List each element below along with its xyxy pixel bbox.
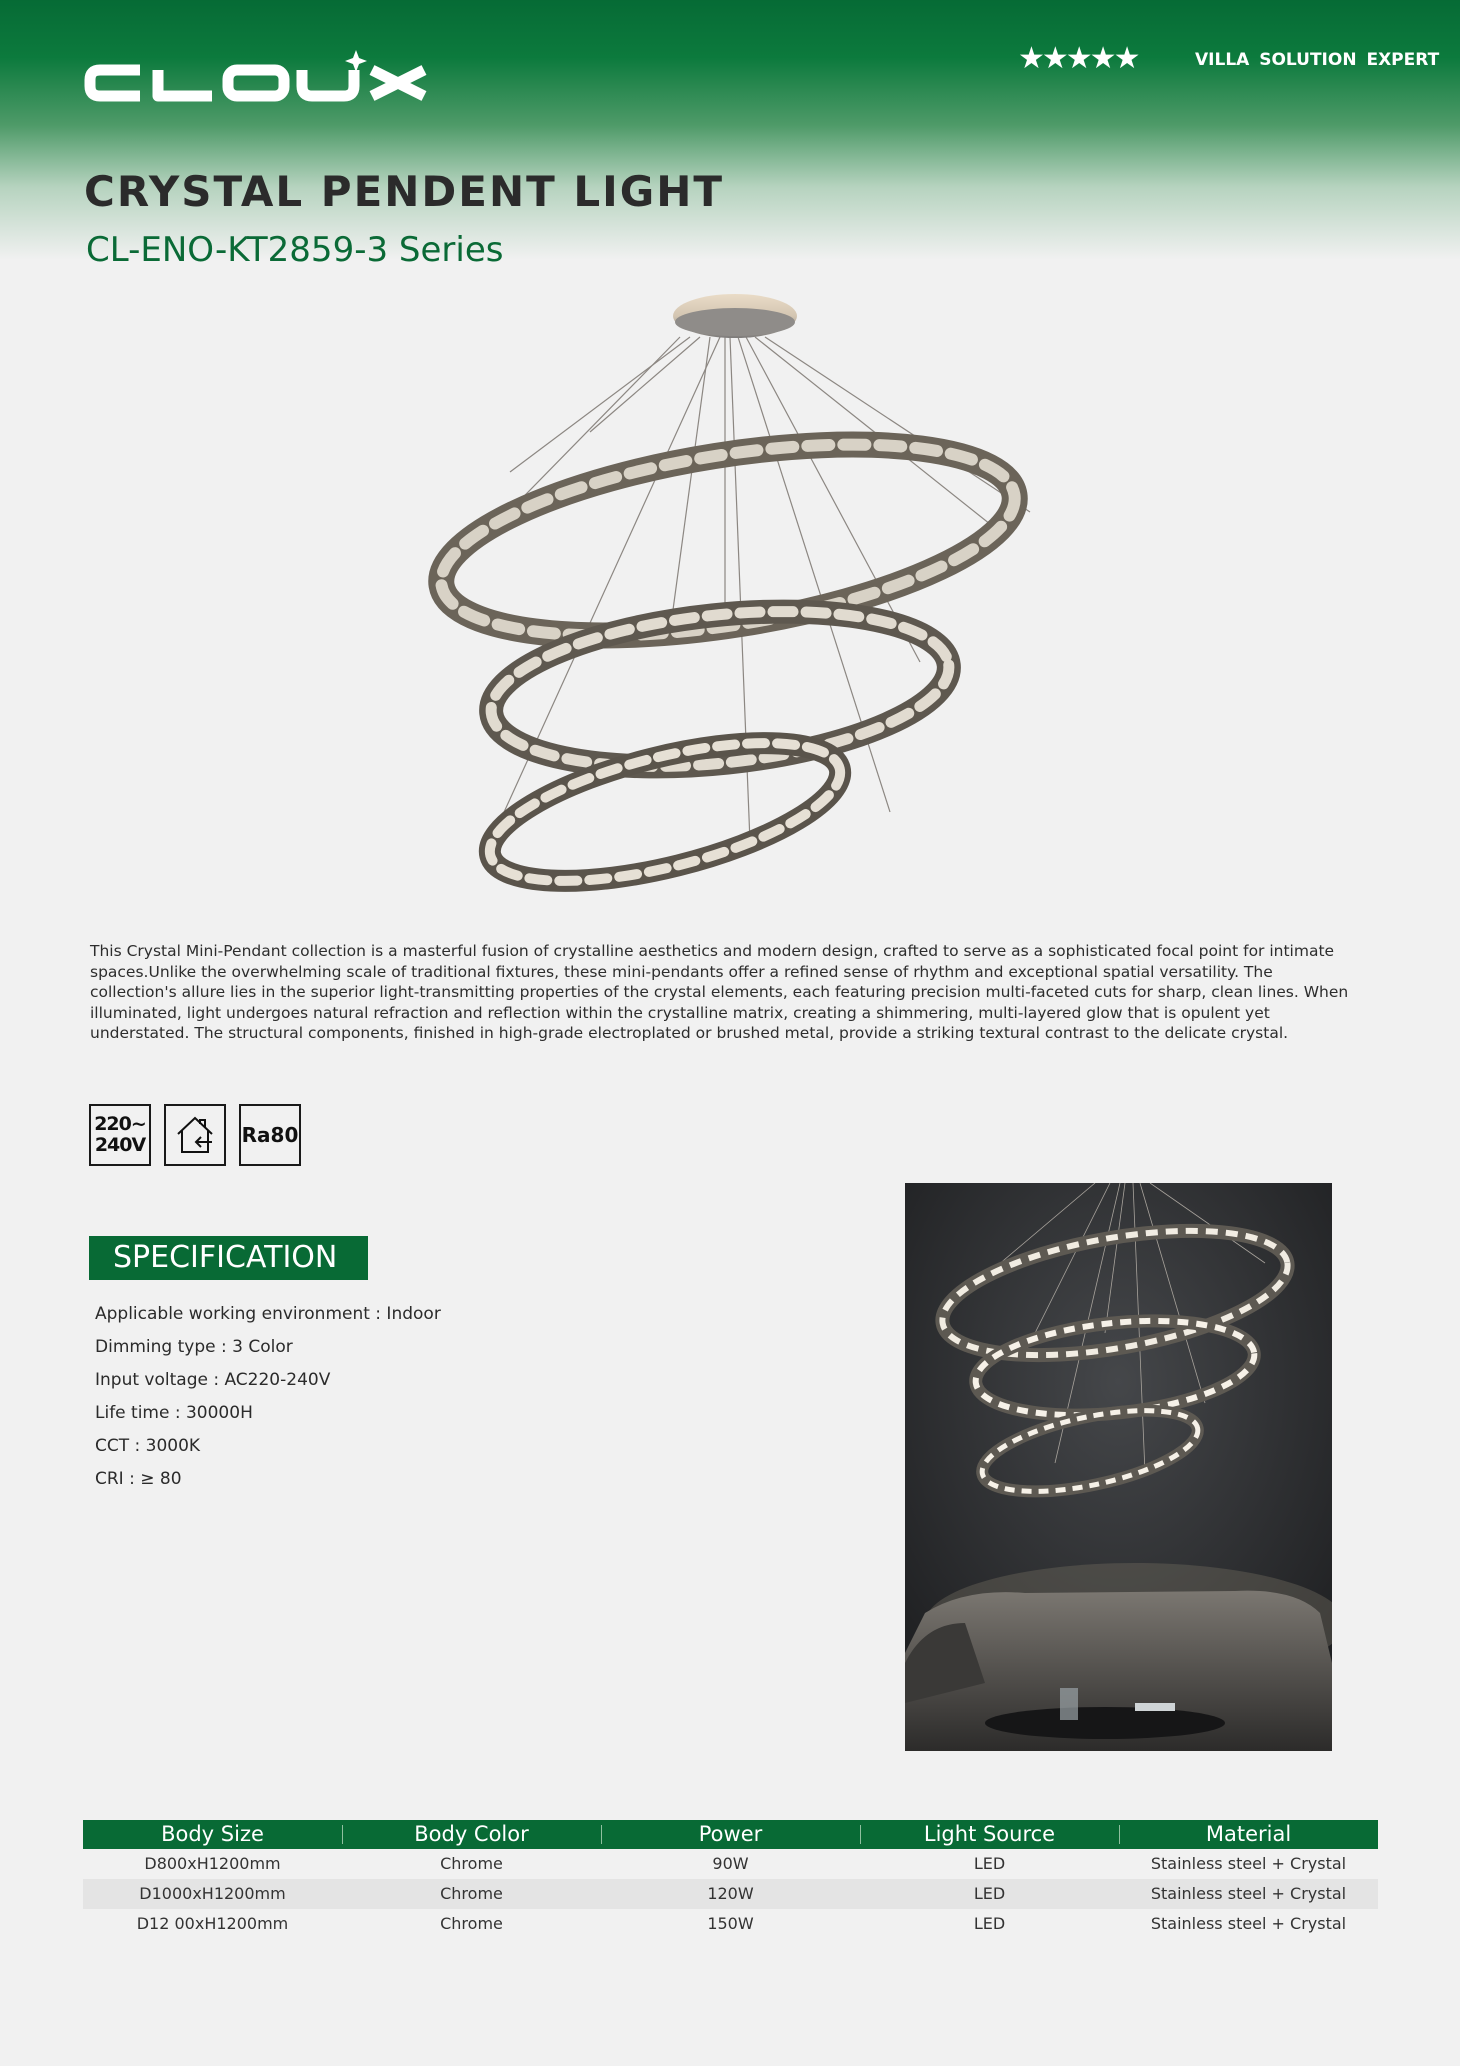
column-header: Power: [601, 1820, 860, 1849]
spec-item: CCT : 3000K: [95, 1436, 201, 1456]
cloux-logo: [82, 42, 438, 104]
tagline: VILLA SOLUTION EXPERT: [1195, 50, 1440, 70]
table-cell: LED: [973, 1854, 1006, 1873]
table-cell: LED: [973, 1914, 1006, 1933]
product-variants-table: [83, 1820, 1378, 1939]
table-cell: 120W: [601, 1879, 860, 1909]
specification-heading: SPECIFICATION: [89, 1236, 368, 1280]
table-cell: Stainless steel + Crystal: [1150, 1914, 1347, 1933]
table-cell: D800xH1200mm: [144, 1854, 281, 1873]
table-cell: Stainless steel + Crystal: [1119, 1879, 1378, 1909]
voltage-line-2: 240V: [94, 1134, 146, 1156]
table-cell: 150W: [707, 1914, 754, 1933]
table-row: [83, 1849, 1378, 1879]
room-scene-photo: [905, 1183, 1332, 1751]
table-cell: Chrome: [440, 1854, 503, 1873]
table-header-row: [83, 1820, 1378, 1849]
column-header: Body Size: [161, 1822, 264, 1846]
product-title: CRYSTAL PENDENT LIGHT: [84, 167, 725, 216]
spec-item: CRI : ≥ 80: [95, 1469, 182, 1489]
spec-item: Applicable working environment : Indoor: [95, 1304, 441, 1324]
column-header: Light Source: [860, 1820, 1119, 1849]
column-header: Body Color: [342, 1820, 601, 1849]
table-cell: 90W: [712, 1854, 749, 1873]
indoor-house-icon: [164, 1104, 226, 1166]
table-cell: Stainless steel + Crystal: [1150, 1854, 1347, 1873]
rating-stars: ★★★★★: [1018, 42, 1138, 76]
table-cell: Chrome: [342, 1879, 601, 1909]
series-name: CL-ENO-KT2859-3 Series: [86, 230, 504, 270]
spec-item: Input voltage : AC220-240V: [95, 1370, 331, 1390]
header-band: [0, 0, 1460, 260]
table-row: [83, 1879, 1378, 1909]
table-cell: Chrome: [440, 1914, 503, 1933]
specification-list: [95, 1301, 795, 1499]
spec-item: Dimming type : 3 Color: [95, 1337, 293, 1357]
table-cell: D12 00xH1200mm: [136, 1914, 289, 1933]
product-description: This Crystal Mini-Pendant collection is a masterful fusion of crystalline aesthetics and modern design, crafted to serve as a sophisticated focal point for intimate spaces.Unlike the overwhelming scale of traditional fixtures, these mini-pendants offer a refined sense of rhythm and exceptional spatial versatility. The collection's allure lies in the superior light-transmitting properties of the crystal elements, each featuring precision multi-faceted cuts for sharp, clean lines. When illuminated, light undergoes natural refraction and reflection within the crystalline matrix, creating a shimmering, multi-layered glow that is opulent yet understated. The structural components, finished in high-grade electroplated or brushed metal, provide a striking textural contrast to the delicate crystal.: [90, 942, 1349, 1042]
table-cell: LED: [860, 1879, 1119, 1909]
voltage-icon: [89, 1104, 151, 1166]
column-header: Material: [1119, 1820, 1378, 1849]
table-cell: D1000xH1200mm: [83, 1879, 342, 1909]
voltage-line-1: 220~: [94, 1113, 146, 1135]
cri-badge: Ra80: [239, 1104, 301, 1166]
table-row: [83, 1909, 1378, 1939]
chandelier-hero-image: [420, 282, 1040, 902]
spec-item: Life time : 30000H: [95, 1403, 253, 1423]
